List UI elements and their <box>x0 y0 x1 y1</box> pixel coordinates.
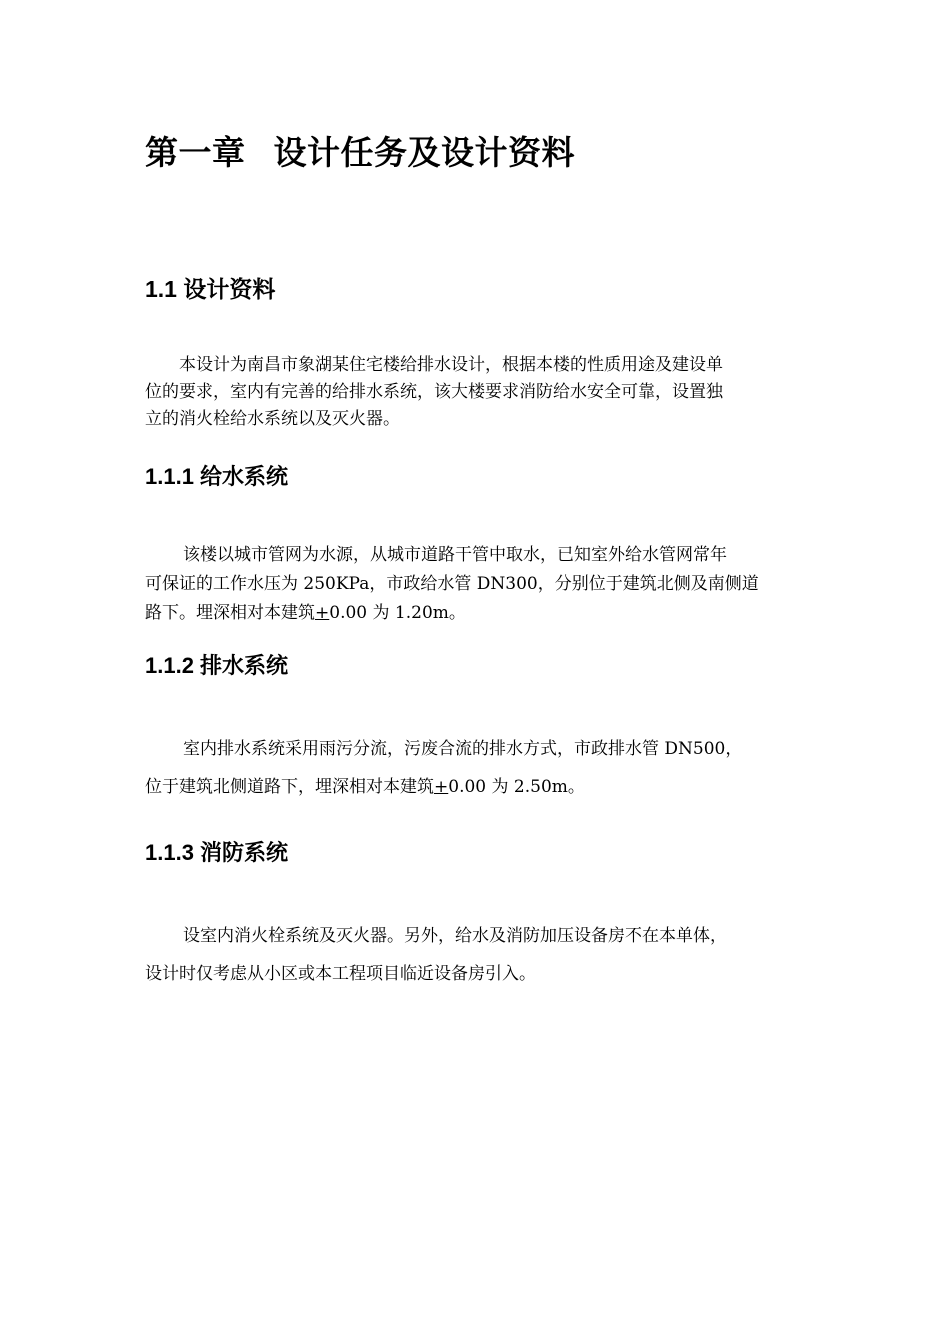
paragraph-line <box>145 768 807 806</box>
section-1-1-2-paragraph <box>145 730 807 806</box>
section-1-1-3-paragraph <box>145 917 807 993</box>
chapter-number: 第一章 <box>145 133 246 172</box>
section-heading-1-1-1: 1.1.1 给水系统 <box>145 464 289 489</box>
paragraph-line: 室内排水系统采用雨污分流，污废合流的排水方式，市政排水管 DN500， <box>183 739 743 759</box>
text-segment: 位于建筑北侧道路下，埋深相对本建筑 <box>145 777 434 797</box>
plus-minus-sign: + <box>315 603 330 623</box>
plus-minus-sign: + <box>434 777 449 797</box>
chapter-name: 设计任务及设计资料 <box>273 133 575 172</box>
paragraph-line: 位的要求，室内有完善的给排水系统，该大楼要求消防给水安全可靠，设置独 <box>145 382 723 402</box>
text-segment: 0.00 为 2.50m。 <box>448 777 585 797</box>
paragraph-line: 设室内消火栓系统及灭火器。另外，给水及消防加压设备房不在本单体， <box>183 926 727 946</box>
section-1-1-paragraph <box>145 352 807 433</box>
section-1-1-1-paragraph <box>145 541 807 628</box>
chapter-title <box>145 128 575 178</box>
paragraph-line <box>145 599 807 628</box>
paragraph-line: 该楼以城市管网为水源，从城市道路干管中取水，已知室外给水管网常年 <box>183 545 727 565</box>
text-segment: 路下。埋深相对本建筑 <box>145 603 315 623</box>
section-heading-1-1-3: 1.1.3 消防系统 <box>145 840 289 865</box>
paragraph-line: 可保证的工作水压为 250KPa，市政给水管 DN300，分别位于建筑北侧及南侧道 <box>145 574 759 594</box>
paragraph-line: 本设计为南昌市象湖某住宅楼给排水设计，根据本楼的性质用途及建设单 <box>179 355 723 375</box>
section-heading-1-1: 1.1 设计资料 <box>145 276 276 302</box>
paragraph-line: 设计时仅考虑从小区或本工程项目临近设备房引入。 <box>145 964 536 984</box>
section-heading-1-1-2: 1.1.2 排水系统 <box>145 653 289 678</box>
text-segment: 0.00 为 1.20m。 <box>329 603 466 623</box>
paragraph-line: 立的消火栓给水系统以及灭火器。 <box>145 409 400 429</box>
